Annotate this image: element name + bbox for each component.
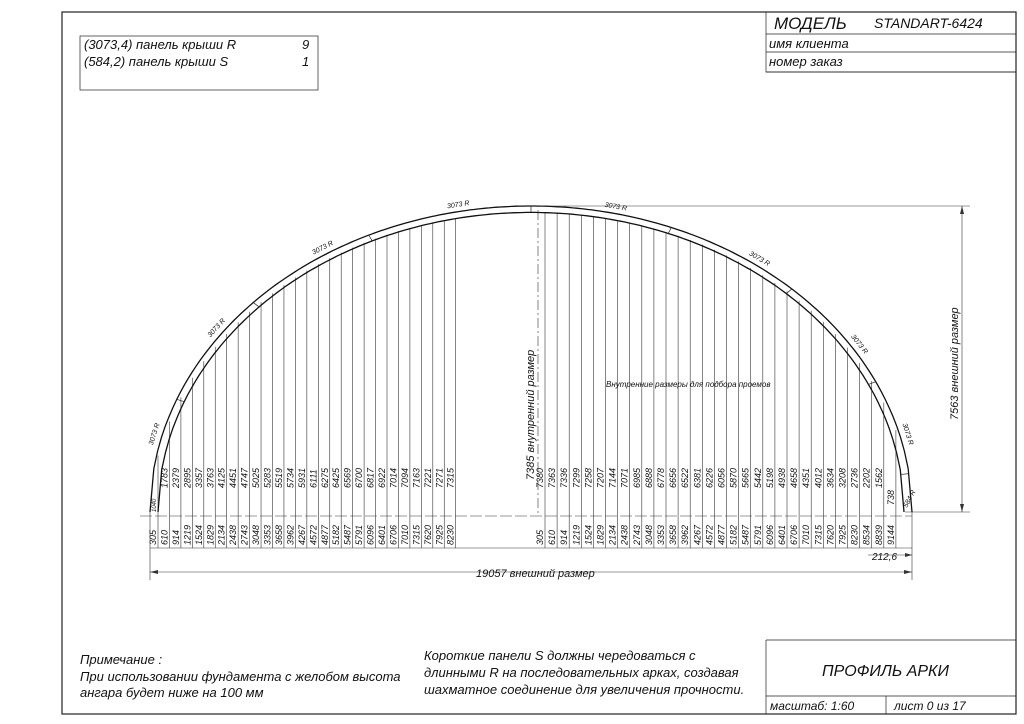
right-height-label: 5870 [728,467,739,488]
left-position-label: 1829 [205,524,216,545]
right-height-label: 1562 [873,467,884,488]
panel-s-label: 584 R [902,489,918,509]
left-height-label: 6922 [377,467,387,488]
left-position-label: 2743 [239,524,250,545]
panel-r-name: (3073,4) панель крыши R [84,37,237,52]
right-position-label: 6706 [789,524,800,545]
right-position-label: 4267 [692,524,703,545]
right-position-label: 7010 [801,524,812,545]
left-height-label: 4451 [228,467,239,488]
right-height-label: 7380 [535,467,545,488]
right-height-label: 5665 [740,467,751,488]
right-height-label: 6056 [716,467,727,488]
left-position-label: 6706 [388,524,399,545]
right-height-label: 6522 [680,467,691,488]
left-position-label: 3353 [262,524,273,545]
left-height-label: 5931 [296,467,307,488]
left-height-label: 1783 [159,467,170,488]
left-position-label: 5487 [342,524,353,545]
right-position-label: 3353 [656,524,666,545]
overall-dimensions [140,206,970,580]
left-height-label: 7221 [422,467,433,488]
right-position-label: 1524 [583,524,594,545]
right-height-label: 7207 [595,467,606,488]
panel-joint [253,303,259,307]
panel-r-label: 3073 R [747,250,771,268]
panel-s-count: 1 [302,54,310,69]
right-position-label: 7315 [813,524,824,545]
left-height-label: 7014 [388,467,399,488]
right-height-label: 4938 [777,467,787,488]
right-height-label: 2202 [861,467,872,488]
right-position-label: 5791 [752,524,763,545]
right-height-label: 7336 [559,467,570,488]
title-block-header [766,12,1016,72]
inner-height-label: 7385 внутренний размер [525,349,537,480]
left-position-label: 5791 [354,524,365,545]
right-position-label: 6096 [764,524,775,545]
left-position-label: 2438 [228,524,239,545]
right-height-label: 5198 [764,467,775,488]
panel-s-name: (584,2) панель крыши S [84,54,229,69]
drawing-frame [62,12,1016,714]
left-height-label: 2379 [170,467,181,488]
left-position-label: 1524 [193,524,204,545]
left-position-label: 914 [170,529,181,545]
model-value: STANDART-6424 [874,15,983,31]
right-height-label: 6381 [692,467,703,488]
inner-size-note: Внутренние размеры для подбора проемов [606,380,771,389]
span-label: 19057 внешний размер [476,568,595,580]
left-position-label: 305 [148,529,158,545]
note-line-1: При использовании фундамента с желобом высота [80,669,401,684]
left-position-label: 6096 [365,524,376,545]
right-height-label: 7144 [607,467,618,488]
left-height-label: 1040 [152,498,158,512]
left-height-label: 7271 [434,467,445,488]
right-position-label: 4877 [716,524,727,545]
panel-r-label: 3073 R [603,201,628,213]
left-height-label: 7163 [411,467,422,488]
scale-label: масштаб: 1:60 [770,699,855,713]
right-position-label: 8839 [873,524,884,545]
right-position-label: 4572 [704,524,715,545]
right-position-label: 2438 [619,524,630,545]
left-height-label: 6275 [319,467,330,488]
client-label: имя клиента [769,36,849,51]
panels-note-line-1: Короткие панели S должны чередоваться с [424,648,696,663]
right-height-label: 4012 [813,467,824,488]
right-position-label: 7925 [837,524,848,545]
left-height-label: 6425 [331,467,342,488]
left-position-label: 3962 [285,524,296,545]
panel-r-label: 3073 R [311,240,335,257]
right-position-label: 5182 [728,524,739,545]
left-height-label: 5734 [285,467,296,488]
right-height-label: 6778 [656,467,666,488]
panels-table [80,36,318,90]
right-height-label: 6888 [643,467,654,488]
right-position-label: 3048 [643,524,654,545]
panels-note-line-3: шахматное соединение для увеличения прочности. [424,682,745,697]
panel-r-count: 9 [302,37,310,52]
right-height-label: 2736 [849,467,860,488]
left-position-label: 6401 [377,524,387,545]
left-position-label: 3048 [251,524,262,545]
right-position-label: 305 [535,529,545,545]
left-position-label: 4572 [308,524,319,545]
sheet-label: лист 0 из 17 [894,699,966,713]
height-label: 7563 внешний размер [949,307,961,420]
right-position-label: 9144 [885,524,896,545]
right-position-label: 2134 [607,524,618,545]
left-position-label: 7925 [434,524,445,545]
left-position-label: 7010 [399,524,410,545]
panel-joint [177,399,184,401]
right-position-label: 1829 [595,524,606,545]
offset-label: 212,6 [872,552,898,563]
right-height-label: 7071 [619,467,630,488]
left-height-label: 5283 [262,467,273,488]
right-height-label: 7299 [571,467,582,488]
left-position-label: 4267 [296,524,307,545]
left-height-label: 5025 [251,467,262,488]
panel-r-label: 3073 R [206,317,227,340]
order-label: номер заказ [769,54,843,69]
right-height-label: 738 [885,489,896,505]
left-position-label: 8230 [445,524,456,545]
drawing-title: ПРОФИЛЬ АРКИ [822,663,949,680]
right-height-label: 7363 [547,467,558,488]
left-height-label: 4747 [239,467,250,488]
right-position-label: 5487 [740,524,751,545]
left-height-label: 6111 [308,469,319,488]
panel-joint [369,235,372,241]
model-label: МОДЕЛЬ [774,14,847,33]
panels-note-line-2: длинными R на последовательных арках, создавая [424,665,739,680]
right-height-label: 3208 [837,467,848,488]
notes-area [80,640,1016,714]
right-height-label: 6656 [668,467,679,488]
right-position-label: 610 [547,529,558,545]
right-position-label: 1219 [571,524,582,545]
right-height-label: 5442 [752,467,763,488]
right-height-label: 7258 [583,467,594,488]
panel-r-label: 3073 R [446,200,470,211]
note-heading: Примечание : [80,652,163,667]
right-height-label: 6226 [704,467,715,488]
right-position-label: 3658 [668,524,679,545]
panel-joint [786,289,791,294]
left-position-label: 610 [159,529,170,545]
panel-r-label: 3073 R [849,333,869,356]
left-position-label: 5182 [331,524,342,545]
left-height-label: 7315 [445,467,456,488]
right-position-label: 914 [559,529,570,545]
left-height-label: 2895 [182,467,193,488]
right-height-label: 4658 [789,467,800,488]
left-position-label: 4877 [319,524,330,545]
left-height-label: 7094 [399,467,410,488]
panel-r-label: 3073 R [148,422,162,447]
left-height-label: 4125 [216,467,227,488]
right-position-label: 8534 [861,524,872,545]
left-height-label: 5519 [273,467,284,488]
left-height-label: 6569 [342,467,353,488]
right-height-label: 6985 [631,467,642,488]
note-line-2: ангара будет ниже на 100 мм [80,685,264,700]
panel-joint [901,474,909,475]
left-position-label: 7315 [411,524,422,545]
left-position-label: 7620 [422,524,433,545]
left-position-label: 1219 [182,524,193,545]
panel-joint [668,227,671,233]
left-position-label: 2134 [216,524,227,545]
left-height-label: 6700 [354,467,365,488]
right-position-label: 3962 [680,524,691,545]
left-height-label: 3357 [193,467,204,488]
right-height-label: 4351 [801,467,812,488]
left-height-label: 3763 [205,467,216,488]
right-height-label: 3634 [825,467,836,488]
panel-r-label: 3073 R [900,422,914,447]
panel-joint [869,382,876,385]
right-position-label: 8230 [849,524,860,545]
left-height-label: 6817 [365,467,376,488]
right-position-label: 6401 [777,524,787,545]
left-position-label: 3658 [273,524,284,545]
right-position-label: 7620 [825,524,836,545]
right-position-label: 2743 [631,524,642,545]
